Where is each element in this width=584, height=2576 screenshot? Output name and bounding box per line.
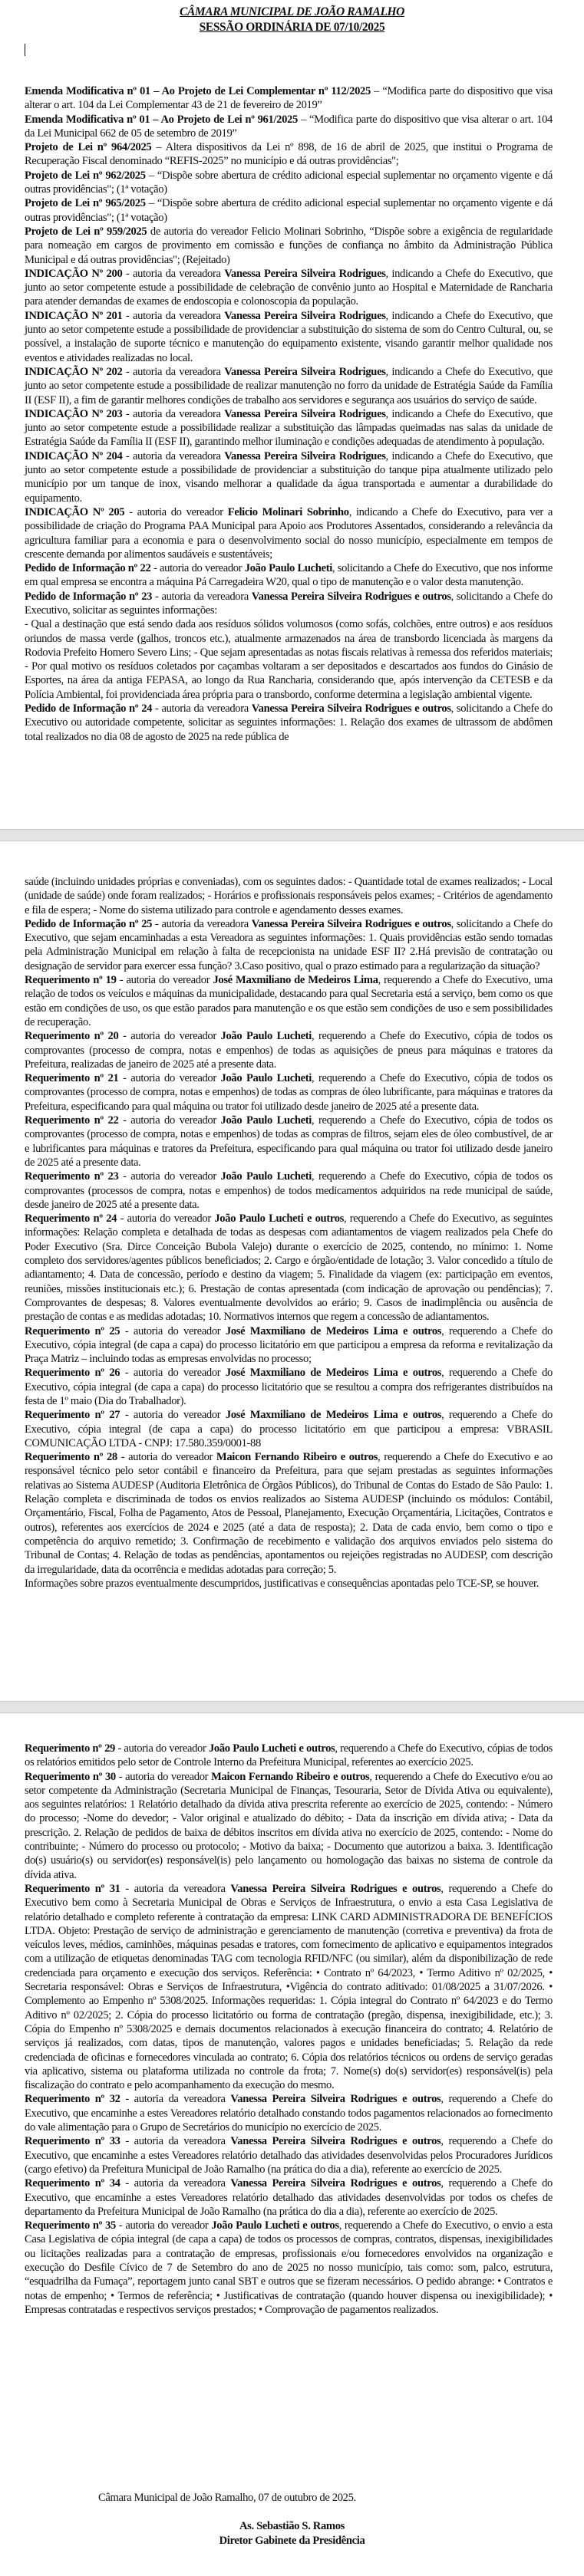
item-author: João Paulo Lucheti [220, 1170, 312, 1183]
item-heading: Requerimento nº 26 [25, 1367, 120, 1380]
agenda-item [25, 1114, 553, 1170]
item-text: , requerendo a Chefe do Executivo e ao responsável técnico pelo setor contábil e financeiro da Prefeitura, para que sejam prestadas as seguintes informações relativas ao Sistema AUDESP (Auditoria Eletrônica de Órgãos Públicos), do Tribunal de Contas do Estado de São Paulo: 1. Relação completa e discriminada de todos os envios realizados ao Sistema AUDESP (incluindo os módulos: Contábil, Orçamentário, Fiscal, Folha de Pagamento, Atos de Pessoal, Planejamento, Execução Orçamentária, Licitações, Contratos e outros), referentes aos exercícios de 2024 e 2025 (até a data de resposta); 2. Data de cada envio, bem como o tipo e competência do arquivo remetido; 3. Confirmação de recebimento e validação dos arquivos enviados pelo sistema do Tribunal de Contas; 4. Relação de todas as pendências, apontamentos ou rejeições registradas no AUDESP, com descrição da irregularidade, data da ocorrência e medidas adotadas para correção; 5. [25, 1451, 553, 1576]
signer-role: Diretor Gabinete da Presidência [219, 2535, 365, 2547]
item-heading: Projeto de Lei nº 965/2025 [25, 197, 146, 210]
item-author: José Maxmiliano de Medeiros Lima e outros [225, 1409, 442, 1422]
item-authorship: - autoria da vereadora [152, 702, 252, 716]
item-author: Vanessa Pereira Silveira Rodrigues [224, 309, 386, 322]
item-text: , requerendo a Chefe do Executivo, cópia de todos os comprovantes (processo de compra, notas e empenhos) de todas as aquisições de pneus para máquinas e tratores da Prefeitura, realizadas de janeiro de 2025 até a presente data. [25, 1030, 553, 1071]
item-heading: Requerimento nº 33 [25, 2135, 120, 2148]
item-heading: INDICAÇÃO Nº 204 [25, 449, 123, 462]
agenda-item [25, 590, 553, 618]
item-heading: Pedido de Informação nº 25 [25, 917, 153, 930]
item-author: José Maxmiliano de Medeiros Lima [213, 974, 378, 987]
item-text: , requerendo a Chefe do Executivo, que encaminhe a estes Vereadores relatório detalhado das atividades desenvolvidas pelos Procuradores Jurídicos (cargo efetivo) da Prefeitura Municipal de João Ramalho (na prática do dia a dia), referente ao exercício de 2025. [25, 2135, 553, 2176]
item-heading: Pedido de Informação nº 22 [25, 562, 151, 575]
agenda-item [25, 702, 553, 744]
agenda-item [25, 1324, 553, 1367]
item-authorship: - autoria da vereadora [120, 2177, 231, 2190]
item-author: Vanessa Pereira Silveira Rodrigues e outros [251, 917, 451, 930]
item-text: , solicitando a Chefe do Executivo, solicitar as seguintes informações: [25, 590, 553, 617]
agenda-item [25, 113, 553, 141]
item-heading: Projeto de Lei nº 962/2025 [25, 169, 146, 182]
item-text: , indicando a Chefe do Executivo, que junto ao setor competente estude a possibilidade de realizar manutenção no forro da unidade de Estratégia Saúde da Família II (ESF II), a fim de garantir melhores condições de trabalho aos servidores e segurança aos usuários do serviço de saúde. [25, 365, 553, 406]
item-authorship: - autoria do vereador [120, 1367, 226, 1380]
item-heading: Pedido de Informação nº 23 [25, 590, 153, 603]
item-author: João Paulo Lucheti [220, 1114, 312, 1127]
agenda-item [25, 169, 553, 197]
item-text: , requerendo a Chefe do Executivo, cópia de todos os comprovantes (processo de compra, notas e empenhos) de todas as compras de óleo lubrificante, para máquinas e tratores da Prefeitura, especificando para qual máquina ou trator foi utilizado desde janeiro de 2025 até a presente data. [25, 1072, 553, 1113]
agenda-item [25, 1742, 553, 1770]
item-text: – “Dispõe sobre abertura de crédito adicional especial suplementar no orçamento vigente e dá outras providências"; (1ª votação) [25, 169, 553, 196]
item-authorship: - autoria do vereador [115, 1770, 212, 1783]
item-text: , requerendo a Chefe do Executivo, o envio a esta Casa Legislativa de cópia integral (de capa a capa) de todos os processos de compras, contratos, dispensas, inexigibilidades ou licitações realizadas para a contratação de empresas, profissionais e/ou fornecedores envolvidos na organização e execução do Desfile Cívico de 7 de Setembro do ano de 2025 no nosso município, tais como: som, palco, estrutura, “esquadrilha da Fumaça”, reportagem junto canal SBT e outros que se fizeram necessários. O pedido abrange: • Contratos e notas de empenho; • Termos de referência; • Justificativas de contratação (quando houver dispensa ou inexigibilidade); • Empresas contratadas e respectivos serviços prestados; • Comprovação de pagamentos realizados. [25, 2219, 553, 2316]
page-break [0, 1701, 584, 1713]
item-author: José Maxmiliano de Medeiros Lima e outros [225, 1367, 442, 1380]
item-text: , solicitando a Chefe do Executivo, que nos informe em qual empresa se encontra a máquina Pá Carregadeira W20, qual o tipo de manutenção e o valor desta manutenção. [25, 562, 553, 589]
item-text: saúde (incluindo unidades próprias e conveniadas), com os seguintes dados: - Quantidade total de exames realizados; - Local (unidade de saúde) onde foram realizados; - Horários e profissionais responsáveis pelos exames; - Critérios de agendamento e fila de espera; - Nome do sistema utilizado para controle e agendamento desses exames. [25, 876, 553, 916]
item-heading: Requerimento nº 29 [25, 1742, 115, 1755]
item-text: , requerendo a Chefe do Executivo, cópia integral (de capa a capa) do processo licitatório em que participou a empresa: VBRASIL COMUNICAÇÃO LTDA - CNPJ: 17.580.359/0001-88 [25, 1409, 553, 1449]
item-heading: Emenda Modificativa nº 01 – Ao Projeto de Lei nº 961/2025 [25, 113, 298, 126]
item-authorship: - autoria da vereadora [120, 2135, 231, 2148]
item-text: Informações sobre prazos eventualmente descumpridos, justificativas e consequências apontadas pelo TCE-SP, se houver. [25, 1577, 539, 1590]
item-heading: Pedido de Informação nº 24 [25, 702, 153, 716]
item-authorship: - autoria do vereador [117, 1212, 215, 1225]
item-text: , requerendo a Chefe do Executivo, cópias de todos os relatórios emitidos pelo setor de Controle Interno da Prefeitura Municipal, referentes ao exercício 2025. [25, 1742, 553, 1769]
agenda-item [25, 1882, 553, 2092]
item-questions: - Qual a destinação que está sendo dada aos resíduos sólidos volumosos (como sofás, colchões, entre outros) e aos resíduos oriundos de massa verde (galhos, troncos etc.), atualmente armazenados na área de transbordo licenciada às margens da Rodovia Prefeito Homero Severo Lins; - Que sejam apresentadas as notas fiscais relativas à remessa dos referidos materiais; - Por qual motivo os resíduos coletados por caçambas voltaram a ser depositados e descartados aos fundos do Ginásio de Esportes, na área da antiga FEPASA, ao longo da Rua Rancharia, considerando que, após intervenção da CETESB e da Polícia Ambiental, foi providenciada área própria para o transbordo, conforme determina a legislação ambiental vigente. [25, 618, 553, 701]
item-text: – “Modifica parte do dispositivo que visa alterar o art. 104 da Lei Complementar 43 de 21 de fevereiro de 2019” [25, 85, 553, 112]
item-author: João Paulo Lucheti [220, 1030, 312, 1043]
item-heading: INDICAÇÃO Nº 200 [25, 267, 123, 280]
item-text: , indicando a Chefe do Executivo, que junto ao setor competente estude a possibilidade realizar a substituição das lâmpadas queimadas nas salas da unidade de Estratégia Saúde da Família II (ESF II), garantindo melhor iluminação e condições adequadas de atendimento à população. [25, 407, 553, 449]
signer-name: As. Sebastião S. Ramos [239, 2520, 345, 2532]
item-heading: Requerimento nº 32 [25, 2093, 120, 2106]
item-heading: Requerimento nº 24 [25, 1212, 117, 1225]
item-authorship: - autoria da vereadora [122, 267, 225, 280]
agenda-item [25, 407, 553, 449]
item-authorship: - autoria da vereadora [122, 309, 225, 322]
agenda-item [25, 84, 553, 113]
agenda-item [25, 561, 553, 590]
agenda-item [25, 1770, 553, 1882]
item-heading: Requerimento nº 19 [25, 974, 117, 987]
item-text: , requerendo a Chefe do Executivo, cópia de todos os comprovantes (processos de compra, notas e empenhos) de todos medicamentos adquiridos na rede municipal de saúde, desde janeiro de 2025 até a presente data. [25, 1170, 553, 1211]
page-2 [0, 841, 584, 1701]
item-heading: INDICAÇÃO Nº 202 [25, 365, 123, 378]
agenda-item [25, 2134, 553, 2176]
agenda-item [25, 1408, 553, 1450]
page-3-content [25, 1742, 553, 2317]
item-text: , indicando a Chefe do Executivo, que junto ao setor competente estude a possibilidade de celebração de convênio junto ao Hospital e Maternidade de Rancharia para atender demandas de exames de endoscopia e colonoscopia da população. [25, 267, 553, 308]
page-1-content [25, 84, 553, 744]
item-authorship: - autoria da vereadora [152, 917, 252, 930]
agenda-item [25, 196, 553, 225]
item-heading: Requerimento nº 34 [25, 2177, 120, 2190]
item-author: Maicon Fernando Ribeiro e outros [216, 1451, 378, 1464]
agenda-item [25, 1450, 553, 1577]
agenda-item [25, 505, 553, 561]
item-text: , requerendo a Chefe do Executivo bem como à Secretaria Municipal de Obras e Serviços de Infraestrutura, o envio a esta Casa Legislativa de relatório detalhado e completo referente à contratação da empresa: LINK CARD ADMINISTRADORA DE BENEFÍCIOS LTDA. Objeto: Prestação de serviço de administração e gerenciamento de manutenção (corretiva e preventiva) da frota de veículos leves, médios, caminhões, máquinas pesadas e tratores, com fornecimento de aplicativo e equipamentos integrados com a utilização de etiquetas denominadas TAG com tecnologia RFID/NFC (ou similar), além da disponibilização de rede credenciada para orçamento e execução dos serviços. Referência: • Contrato nº 64/2023, • Termo Aditivo nº 02/2025, • Secretaria responsável: Obras e Serviços de Infraestrutura, •Vigência do contrato aditivado: 01/08/2025 a 31/07/2026. • Complemento ao Empenho nº 5308/2025. Informações requeridas: 1. Cópia integral do Contrato nº 64/2023 e do Termo Aditivo nº 02/2025; 2. Cópia do processo licitatório ou forma de contratação (pregão, dispensa, inexigibilidade, etc.); 3. Cópia do Empenho nº 5308/2025 e demais documentos relacionados à execução financeira do contrato; 4. Relatório de serviços já realizados, com datas, tipos de manutenção, valores pagos e unidades beneficiadas; 5. Relação da rede credenciada de oficinas e fornecedores vinculada ao contrato; 6. Cópia dos relatórios técnicos ou ordens de serviço geradas via aplicativo, sistema ou plataforma utilizada no controle da frota; 7. Nome(s) do(s) servidor(es) responsável(is) pela fiscalização do contrato e pelo acompanhamento da execução do mesmo. [25, 1882, 553, 2092]
item-author: Vanessa Pereira Silveira Rodrigues [224, 449, 386, 462]
item-authorship: - autoria do vereador [117, 1451, 216, 1464]
item-heading: Emenda Modificativa nº 01 – Ao Projeto de Lei Complementar nº 112/2025 [25, 85, 371, 97]
item-author: Vanessa Pereira Silveira Rodrigues [224, 407, 386, 420]
item-text: – Altera dispositivos da Lei nº 898, de 16 de abril de 2025, que institui o Programa de Recuperação Fiscal denominado “REFIS-2025” no município e dá outras providências"; [25, 141, 553, 168]
item-authorship: - autoria do vereador [150, 562, 245, 575]
item-authorship: - autoria do vereador [118, 1030, 221, 1043]
agenda-item [25, 1212, 553, 1324]
agenda-item [25, 225, 553, 267]
item-authorship: - autoria da vereadora [120, 2093, 231, 2106]
item-text: , requerendo a Chefe do Executivo, que encaminhe a estes Vereadores relatório detalhado constando todos pagamentos relacionados ao fornecimento do vale alimentação para o Grupo de Secretários do município no exercício de 2025. [25, 2093, 553, 2134]
agenda-item [25, 365, 553, 407]
agenda-item [25, 917, 553, 973]
agenda-item [25, 267, 553, 309]
place-date: Câmara Municipal de João Ramalho, 07 de outubro de 2025. [98, 2492, 356, 2504]
item-authorship: - autoria do vereador [116, 974, 213, 987]
item-text: , requerendo a Chefe do Executivo, cópia de todos os comprovantes (processo de compra, notas e empenhos) de todas as compras de filtros, sejam eles de óleo combustível, de ar e lubrificantes para máquinas e tratores da Prefeitura, especificando para qual máquina ou trator foi utilizado desde janeiro de 2025 até a presente data. [25, 1114, 553, 1169]
agenda-item [25, 449, 553, 505]
page-1 [0, 0, 584, 829]
item-author: João Paulo Lucheti [244, 562, 332, 575]
item-continuation [25, 1577, 553, 1591]
agenda-item [25, 973, 553, 1029]
item-text: – “Dispõe sobre abertura de crédito adicional especial suplementar no orçamento vigente e dá outras providências"; (1ª votação) [25, 197, 553, 224]
item-author: Maicon Fernando Ribeiro e outros [211, 1770, 370, 1783]
item-authorship: - autoria do vereador [115, 1742, 209, 1755]
document-title: CÂMARA MUNICIPAL DE JOÃO RAMALHO [180, 5, 404, 18]
item-authorship: - autoria do vereador [118, 1072, 221, 1085]
item-author: Felicio Molinari Sobrinho [227, 505, 349, 518]
agenda-item [25, 1029, 553, 1071]
item-heading: Requerimento nº 22 [25, 1114, 119, 1127]
item-author: João Paulo Lucheti e outros [211, 2219, 339, 2232]
item-heading: Requerimento nº 30 [25, 1770, 116, 1783]
item-author: Vanessa Pereira Silveira Rodrigues [224, 365, 386, 378]
item-authorship: - autoria da vereadora [152, 590, 252, 603]
item-text: , indicando a Chefe do Executivo, para ver a possibilidade de criação do Programa PAA Municipal para Apoio aos Produtores Assentados, considerando a relevância da agricultura familiar para a economia e para o desenvolvimento social do nosso município, especialmente em tempos de crescente demanda por alimentos saudáveis e sustentáveis; [25, 505, 553, 561]
agenda-item [25, 1366, 553, 1408]
item-text: , solicitando a Chefe do Executivo, que sejam encaminhadas a esta Vereadora as seguintes informações: 1. Quais providências estão sendo tomadas pela Administração Municipal em relação à falta de recepcionista na unidade ESF II? 2.Há previsão de contratação ou designação de servidor para exercer essa função? 3.Caso positivo, qual o prazo estimado para a regularização da situação? [25, 917, 553, 972]
page-break [0, 829, 584, 841]
item-author: Vanessa Pereira Silveira Rodrigues e outros [230, 2177, 441, 2190]
item-author: Vanessa Pereira Silveira Rodrigues e outros [230, 1882, 441, 1895]
agenda-item [25, 2219, 553, 2317]
agenda-item [25, 2092, 553, 2134]
item-authorship: - autoria da vereadora [122, 407, 225, 420]
item-heading: Requerimento nº 23 [25, 1170, 119, 1183]
item-author: João Paulo Lucheti [220, 1072, 312, 1085]
item-author: Vanessa Pereira Silveira Rodrigues e outros [251, 590, 451, 603]
item-text: , requerendo a Chefe do Executivo, uma relação de todos os veículos e máquinas da municipalidade, destacando para qual Secretaria está a serviço, bem como os que estão em condições de uso, os que estão parados para manutenção e os que estão sem condições de uso e sem possibilidades de recuperação. [25, 974, 553, 1028]
item-heading: INDICAÇÃO Nº 203 [25, 407, 123, 420]
item-text: , solicitando a Chefe do Executivo ou autoridade competente, solicitar as seguintes informações: 1. Relação dos exames de ultrassom de abdômen total realizados no dia 08 de agosto de 2025 na rede pública de [25, 702, 553, 743]
item-text: de autoria do vereador Felicio Molinari Sobrinho, “Dispõe sobre a exigência de regularidade para nomeação em cargos de provimento em comissão e funções de confiança no âmbito da Administração Pública Municipal e dá outras providências"; (Rejeitado) [25, 225, 553, 266]
item-heading: INDICAÇÃO Nº 201 [25, 309, 123, 322]
page-2-content [25, 875, 553, 1591]
item-heading: Requerimento nº 21 [25, 1072, 119, 1085]
item-authorship: - autoria da vereadora [122, 449, 225, 462]
item-heading: Requerimento nº 31 [25, 1882, 120, 1895]
item-author: Vanessa Pereira Silveira Rodrigues e outros [230, 2135, 441, 2148]
item-heading: Requerimento nº 35 [25, 2219, 116, 2232]
item-text: , indicando a Chefe do Executivo, que junto ao setor competente estude a possibilidade de providenciar a substituição do tanque pipa atualmente utilizado pelo município por um tanque de inox, visando melhorar a qualidade da água transportada e aumentar a durabilidade do equipamento. [25, 449, 553, 505]
document-header [0, 5, 584, 35]
agenda-item [25, 1170, 553, 1212]
item-heading: INDICAÇÃO Nº 205 [25, 505, 125, 518]
session-subtitle: SESSÃO ORDINÁRIA DE 07/10/2025 [199, 21, 385, 34]
item-text: , requerendo a Chefe do Executivo, as seguintes informações: Relação completa e detalhada de todas as despesas com adiantamentos de viagem realizados pela Chefe do Poder Executivo (Sra. Dirce Conceição Bubola Valejo) durante o exercício de 2025, contendo, no mínimo: 1. Nome completo dos servidores/agentes públicos beneficiados; 2. Cargo e órgão/entidade de lotação; 3. Valor concedido a título de adiantamento; 4. Data de concessão, período e destino da viagem; 5. Finalidade da viagem (ex: participação em eventos, reuniões, missões institucionais etc.); 6. Prestação de contas apresentada (com indicação de aprovação ou pendências); 7. Comprovantes de despesas; 8. Valores eventualmente devolvidos ao erário; 9. Casos de inadimplência ou ausência de prestação de contas e as medidas adotadas; 10. Normativos internos que regem a concessão de adiantamentos. [25, 1212, 553, 1324]
item-authorship: - autoria do vereador [120, 1324, 226, 1337]
item-author: Vanessa Pereira Silveira Rodrigues e outros [230, 2093, 441, 2106]
item-text: , requerendo a Chefe do Executivo e/ou ao setor competente da Administração (Secretaria Municipal de Finanças, Tesouraria, Setor de Dívida Ativa ou equivalente), aos seguintes relatórios: 1 Relatório detalhado da dívida ativa prescrita referente ao exercício de 2025, contendo: - Número do processo; -Nome do devedor; - Valor original e atualizado do débito; - Data da inscrição em dívida ativa; - Data da prescrição. 2. Relação de pedidos de baixa de débitos inscritos em dívida ativa no exercício de 2025, contendo: - Nome do contribuinte; - Número do processo ou protocolo; - Motivo da baixa; - Documento que autorizou a baixa. 3. Identificação do(s) usuário(s) ou servidor(es) responsável(is) pelo lançamento ou homologação das baixas no sistema de controle da dívida ativa. [25, 1770, 553, 1881]
item-text: , indicando a Chefe do Executivo, que junto ao setor competente estude a possibilidade de providenciar a substituição do sistema de som do Centro Cultural, ou, se possível, a instalação de suporte técnico e manutenção do equipamento existente, visando garantir melhor qualidade nos eventos e atividades realizadas no local. [25, 309, 553, 364]
item-heading: Requerimento nº 20 [25, 1030, 119, 1043]
item-text: , requerendo a Chefe do Executivo, cópia integral (de capa a capa) do processo licitatório em que participou a empresa da reforma e revitalização da Praça Matriz – incluindo todas as empresas envolvidas no processo; [25, 1324, 553, 1366]
item-authorship: - autoria do vereador [124, 505, 228, 518]
item-author: José Maxmiliano de Medeiros Lima e outros [225, 1324, 442, 1337]
agenda-item [25, 2176, 553, 2219]
page-3 [0, 1713, 584, 2576]
item-text: – “Modifica parte do dispositivo que visa alterar o art. 104 da Lei Municipal 662 de 05 de setembro de 2019” [25, 113, 553, 140]
item-author: Vanessa Pereira Silveira Rodrigues [224, 267, 386, 280]
item-heading: Projeto de Lei nº 964/2025 [25, 141, 152, 154]
item-author: João Paulo Lucheti e outros [208, 1742, 335, 1755]
agenda-item [25, 309, 553, 365]
item-author: João Paulo Lucheti e outros [214, 1212, 344, 1225]
item-authorship: - autoria do vereador [115, 2219, 212, 2232]
agenda-item [25, 140, 553, 169]
item-authorship: - autoria da vereadora [120, 1882, 231, 1895]
item-heading: Projeto de Lei nº 959/2025 [25, 225, 147, 238]
item-authorship: - autoria do vereador [118, 1114, 221, 1127]
item-text: , requerendo a Chefe do Executivo, cópia integral (de capa a capa) do processo licitatório que se resultou a compra dos refrigerantes distribuídos na festa de 1º maio (Dia do Trabalhador). [25, 1367, 553, 1407]
item-author: Vanessa Pereira Silveira Rodrigues e outros [251, 702, 451, 716]
agenda-item [25, 1071, 553, 1114]
item-heading: Requerimento nº 28 [25, 1451, 117, 1464]
item-authorship: - autoria do vereador [118, 1170, 221, 1183]
item-text: , requerendo a Chefe do Executivo, que encaminhe a estes Vereadores relatório detalhado das atividades desenvolvidas por todos os chefes de departamento da Prefeitura Municipal de João Ramalho (na prática do dia a dia), referente ao exercício de 2025. [25, 2177, 553, 2218]
item-continuation [25, 875, 553, 917]
item-authorship: - autoria da vereadora [122, 365, 225, 378]
item-heading: Requerimento nº 27 [25, 1409, 120, 1422]
item-heading: Requerimento nº 25 [25, 1324, 120, 1337]
item-authorship: - autoria do vereador [120, 1409, 226, 1422]
